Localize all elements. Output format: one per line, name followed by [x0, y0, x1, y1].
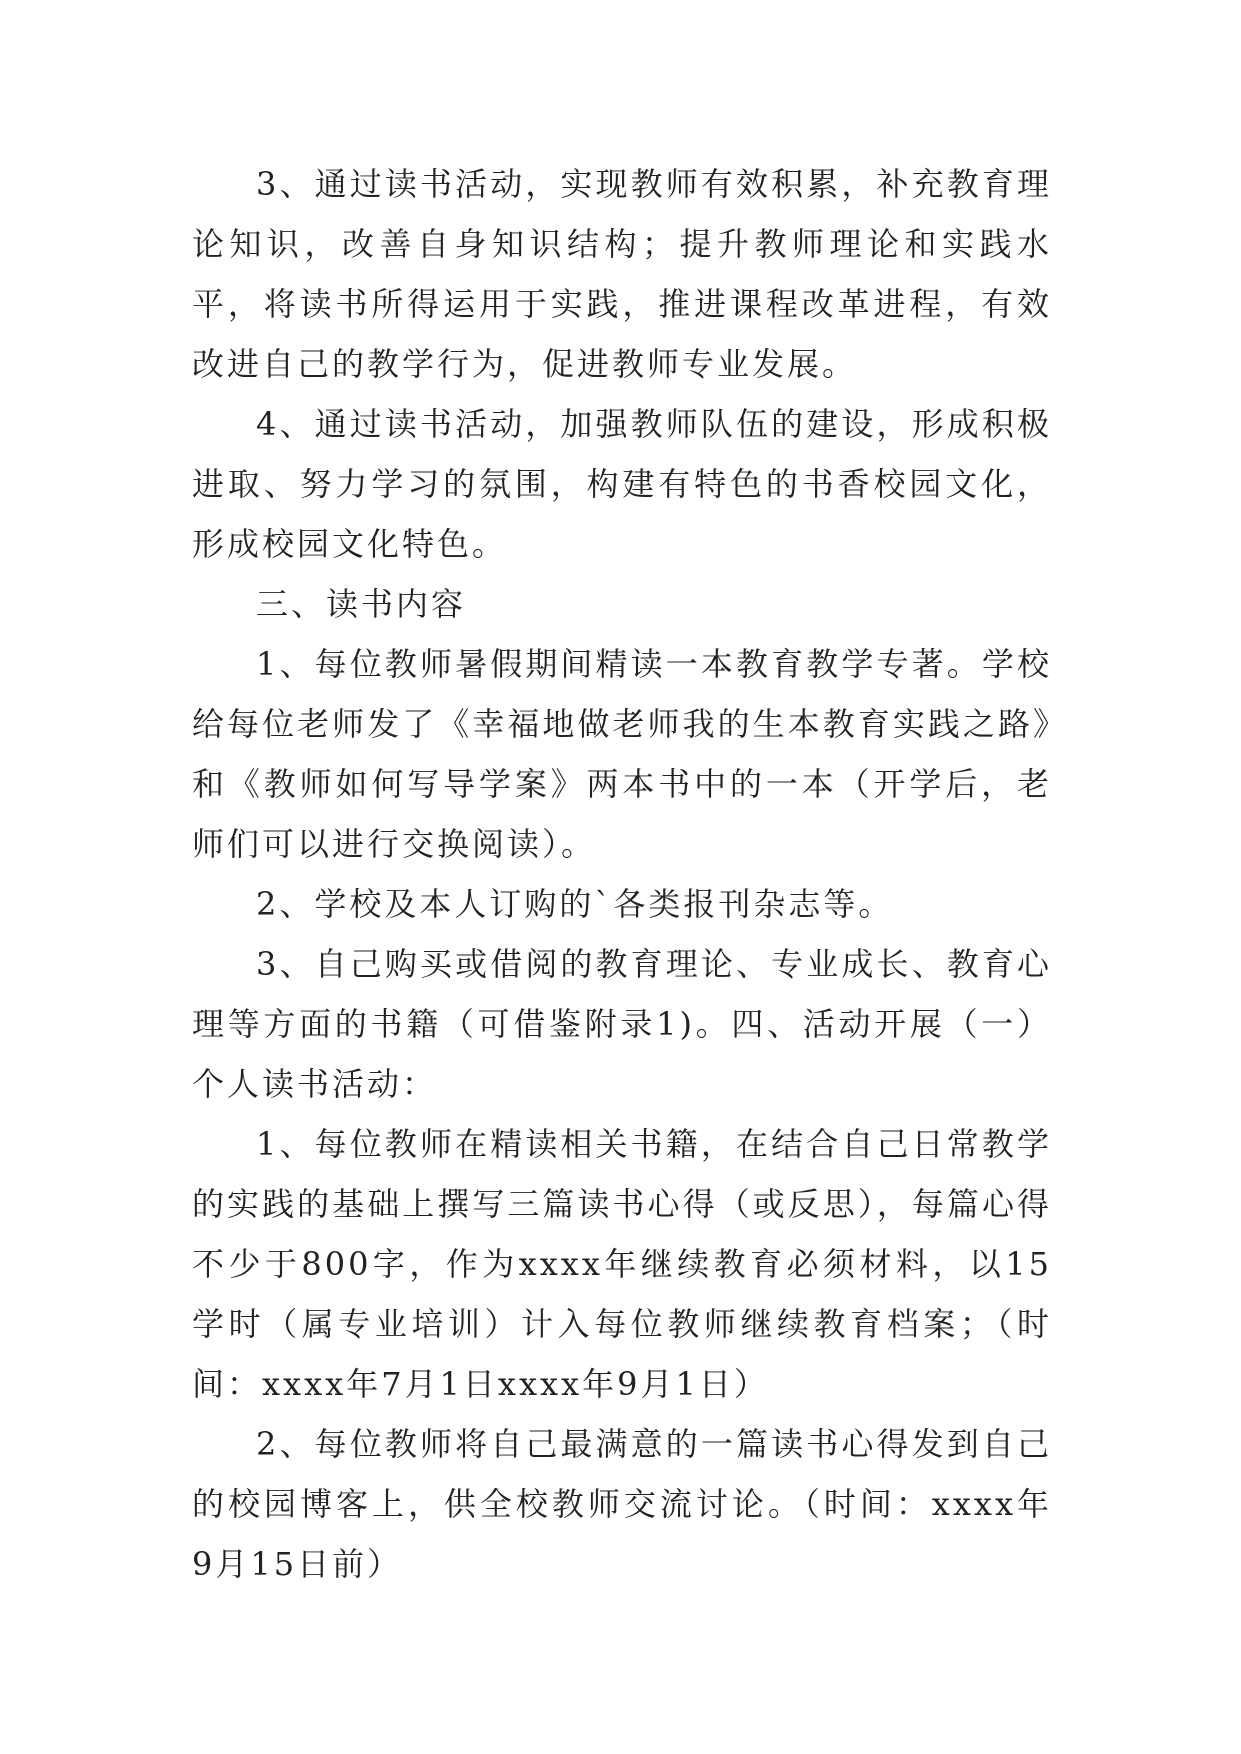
paragraph-activity-2: 2、每位教师将自己最满意的一篇读书心得发到自己的校园博客上，供全校教师交流讨论。（时间：xxxx年9月15日前）: [192, 1425, 1052, 1583]
paragraph-content-1: 1、每位教师暑假期间精读一本教育教学专著。学校给每位老师发了《幸福地做老师我的生本教育实践之路》和《教师如何写导学案》两本书中的一本（开学后，老师们可以进行交换阅读）。: [192, 645, 1052, 863]
paragraph-goal-3: 3、通过读书活动，实现教师有效积累，补充教育理论知识，改善自身知识结构；提升教师理论和实践水平，将读书所得运用于实践，推进课程改革进程，有效改进自己的教学行为，促进教师专业发展。: [192, 165, 1052, 383]
document-body: [192, 154, 1052, 1594]
paragraph-activity-1: 1、每位教师在精读相关书籍，在结合自己日常教学的实践的基础上撰写三篇读书心得（或反思），每篇心得不少于800字，作为xxxx年继续教育必须材料，以15学时（属专业培训）计入每位教师继续教育档案；（时间：xxxx年7月1日xxxx年9月1日）: [192, 1125, 1052, 1403]
paragraph-content-3: 3、自己购买或借阅的教育理论、专业成长、教育心理等方面的书籍（可借鉴附录1)。四、活动开展（一）个人读书活动：: [192, 945, 1052, 1103]
section-heading-reading-content: 三、读书内容: [256, 585, 467, 623]
paragraph-goal-4: 4、通过读书活动，加强教师队伍的建设，形成积极进取、努力学习的氛围，构建有特色的书香校园文化，形成校园文化特色。: [192, 405, 1052, 563]
paragraph-content-2: 2、学校及本人订购的`各类报刊杂志等。: [256, 885, 894, 923]
